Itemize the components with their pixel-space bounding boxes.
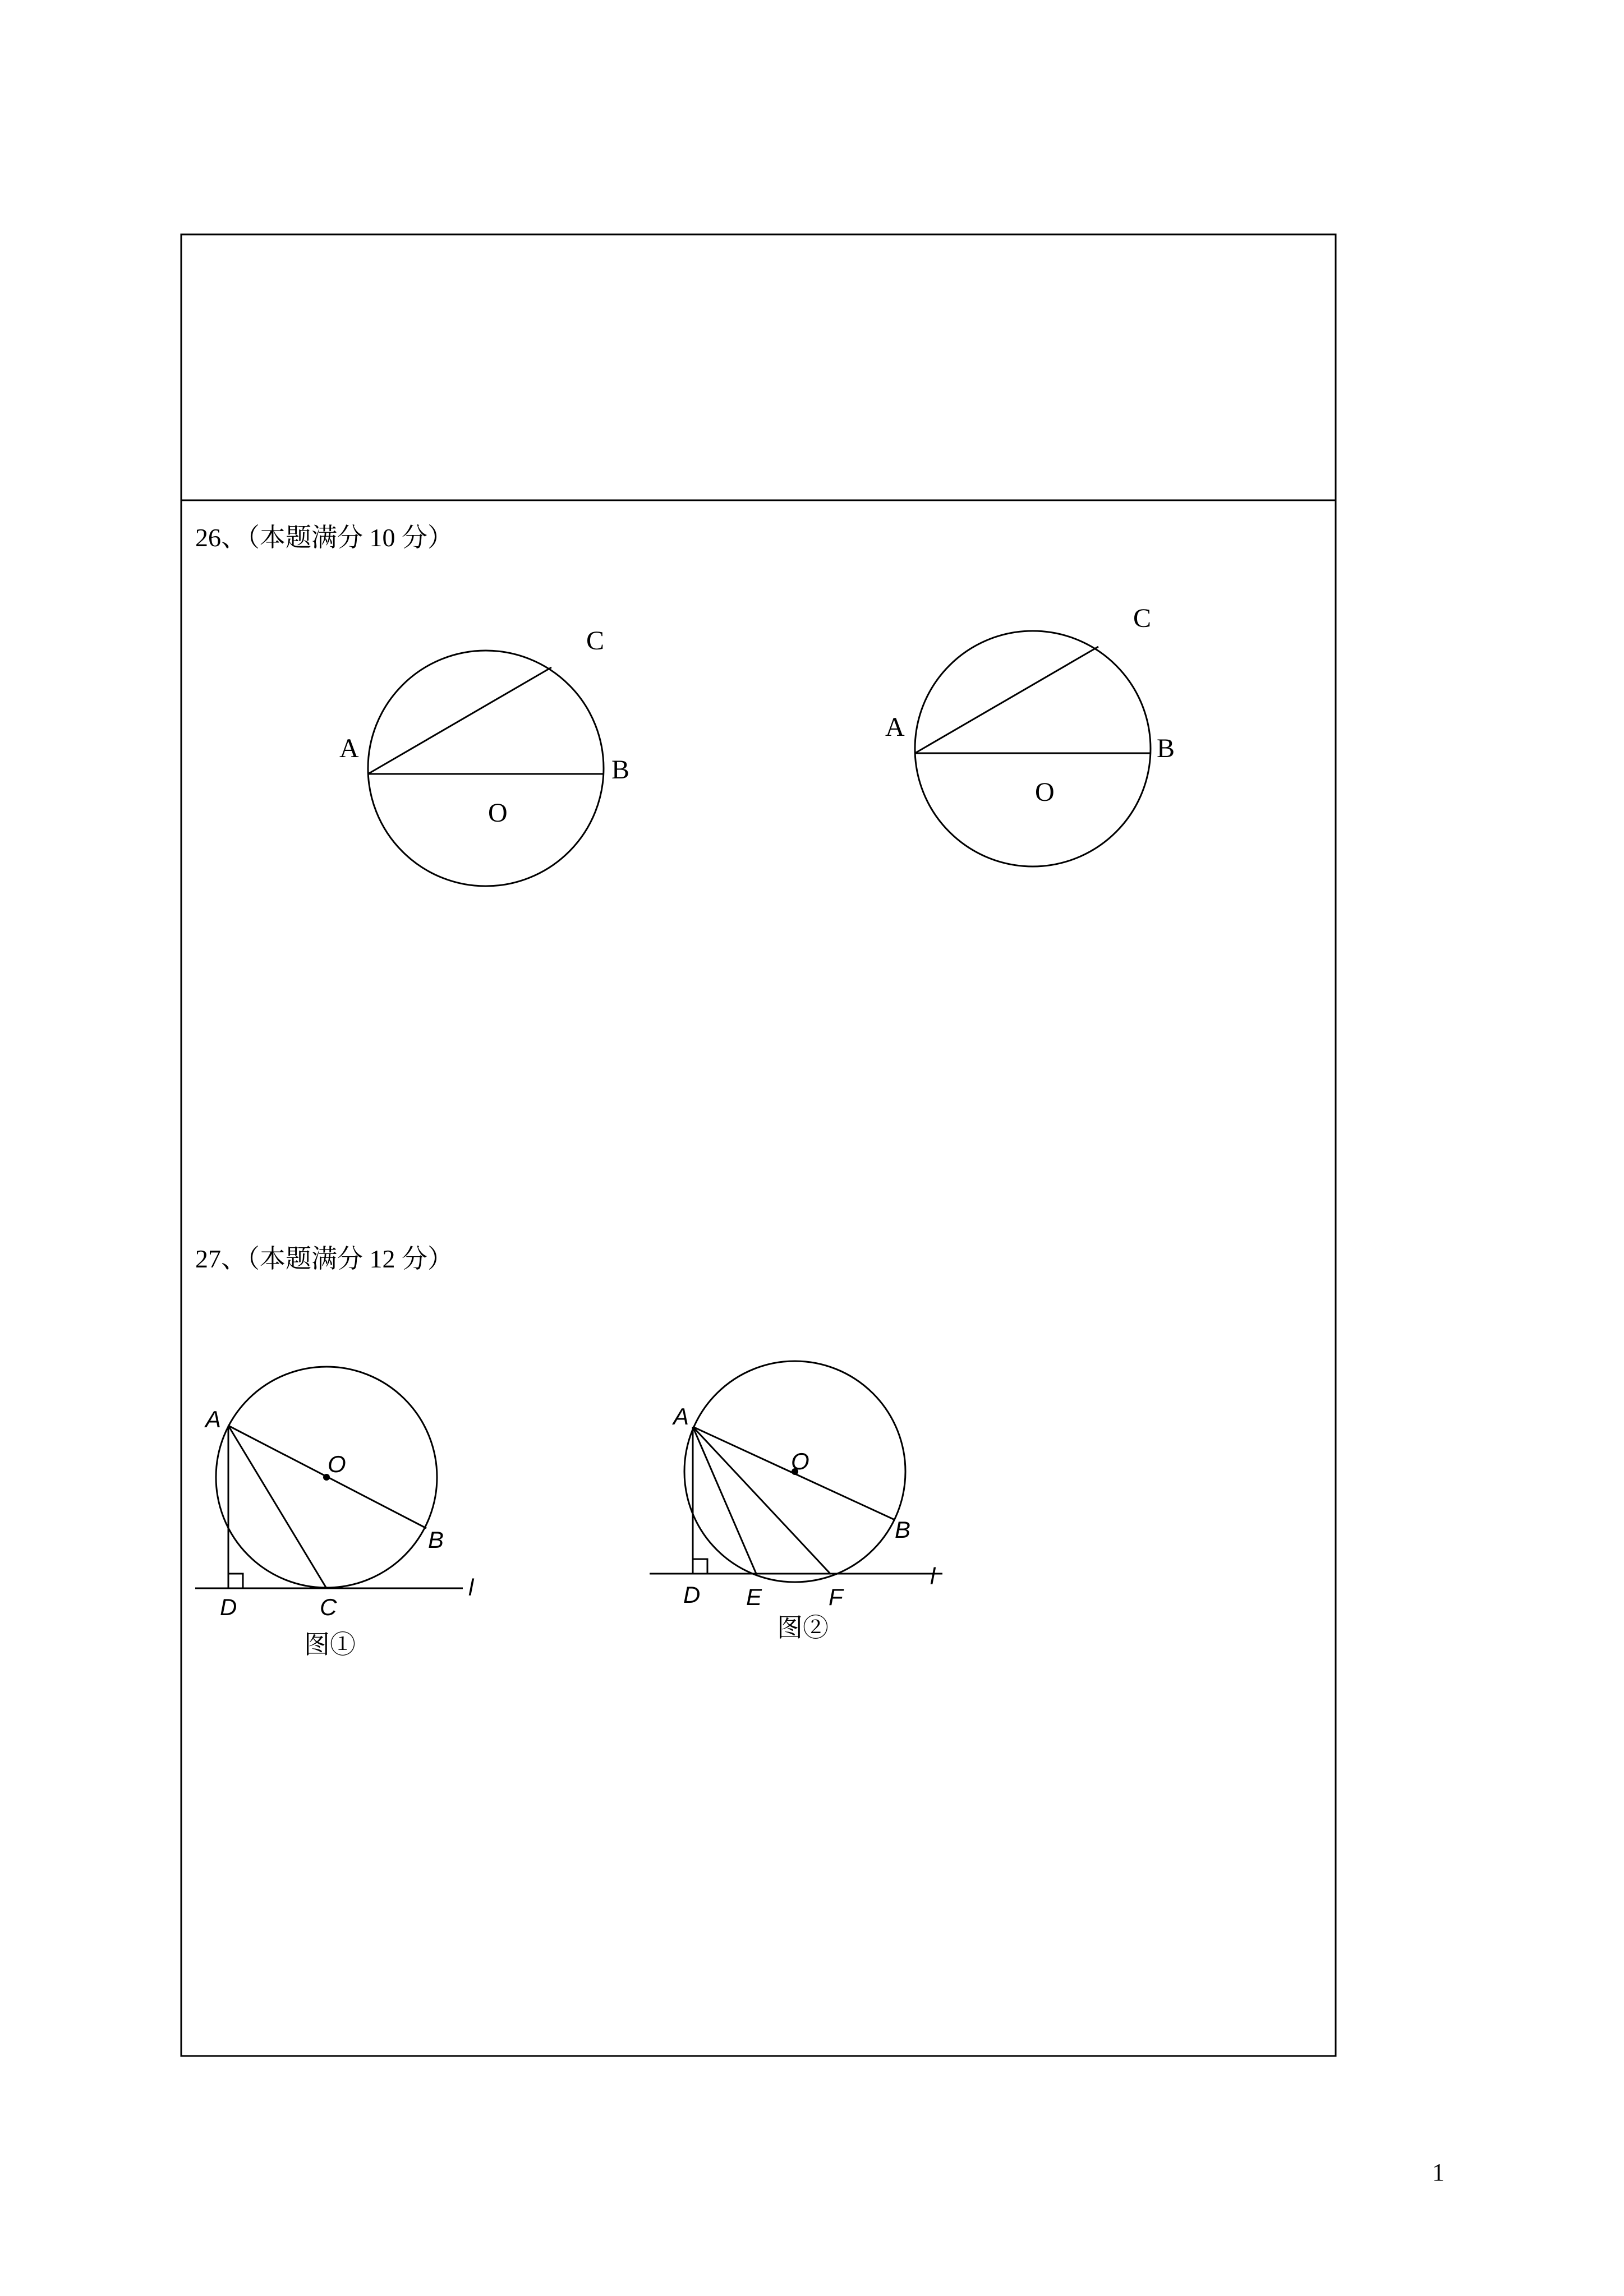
question-26-title: 26、（本题满分 10 分） — [195, 523, 453, 552]
question-27-title: 27、（本题满分 12 分） — [195, 1244, 453, 1273]
label-b: B — [428, 1527, 444, 1553]
q27-figure-2 — [650, 1361, 942, 1610]
label-o: O — [791, 1448, 809, 1474]
label-d: D — [220, 1594, 237, 1620]
chord-ac — [368, 667, 551, 774]
chord-ac — [915, 647, 1098, 753]
label-e: E — [746, 1584, 762, 1610]
figure-2-caption: 图② — [777, 1613, 829, 1642]
label-b: B — [1157, 734, 1175, 763]
label-o: O — [328, 1451, 346, 1477]
label-f: F — [829, 1584, 843, 1610]
label-a: A — [339, 734, 359, 763]
label-c: C — [586, 626, 605, 656]
label-c: C — [1133, 603, 1152, 633]
label-o: O — [1035, 777, 1055, 807]
segment-ac — [228, 1426, 326, 1588]
figure-1-caption: 图① — [304, 1630, 356, 1659]
answer-box — [181, 234, 1336, 2056]
label-d: D — [683, 1582, 701, 1608]
label-l: l — [930, 1563, 936, 1589]
segment-af — [693, 1427, 830, 1574]
q26-figure-1 — [339, 626, 629, 886]
label-a: A — [205, 1406, 222, 1432]
q27-figure-1 — [195, 1367, 475, 1620]
circle — [915, 631, 1151, 866]
circle — [368, 651, 604, 886]
label-b: B — [895, 1516, 911, 1543]
label-o: O — [488, 798, 508, 828]
label-l: l — [468, 1574, 474, 1601]
segment-ae — [693, 1427, 756, 1574]
right-angle-mark — [228, 1574, 243, 1588]
label-b: B — [611, 755, 630, 785]
q26-figure-2 — [885, 603, 1175, 866]
label-a: A — [885, 712, 905, 742]
label-c: C — [320, 1594, 337, 1620]
page-number: 1 — [1432, 2159, 1444, 2186]
right-angle-mark — [693, 1559, 707, 1574]
label-a: A — [673, 1403, 689, 1430]
